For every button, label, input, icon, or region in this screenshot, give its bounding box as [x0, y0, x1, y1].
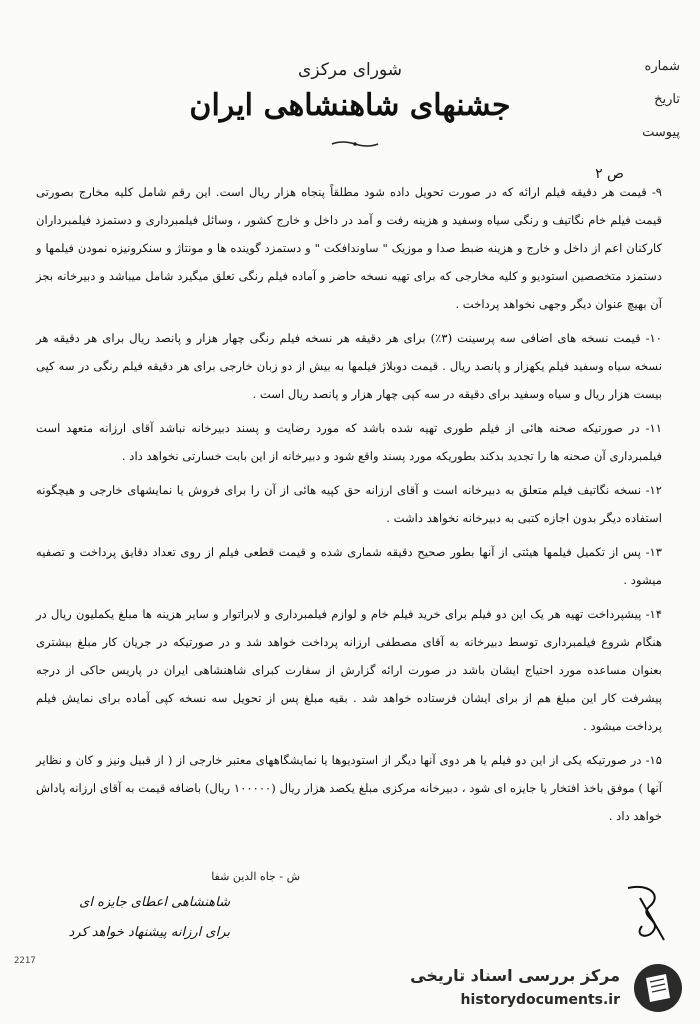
ornament-icon: [330, 140, 380, 148]
page-marker: ص ۲: [595, 166, 624, 182]
handwritten-line-1: شاهنشاهی اعطای جایزه ای: [79, 895, 230, 910]
clause-10: ۱۰- قیمت نسخه های اضافی سه پرسینت (۳٪) برای هر دقیقه هر نسخه فیلم رنگی چهار هزار و پانصد ریال برای هر دقیقه هر نسخه سیاه وسفید فیلم یکهزار و پانصد ریال . قیمت دوبلاژ فیلمها به بیش از دو زبان خارجی برای هر دقیقه فیلم رنگی در سه کپی بیست هزار ریال و سیاه وسفید برای دقیقه در سه کپی چهار هزار و پانصد ریال است .: [36, 331, 662, 401]
archive-watermark: [392, 960, 692, 1018]
watermark-title: مرکز بررسی اسناد تاریخی: [410, 966, 620, 985]
letterhead-title: جشنهای شاهنشاهی ایران: [189, 88, 511, 123]
handwritten-note: [40, 888, 230, 948]
clause-15: ۱۵- در صورتیکه یکی از این دو فیلم یا هر دوی آنها دیگر از استودیوها یا نمایشگاههای معتبر خارجی از ( از قبیل ونیز و کان و نظایر آنها ) موفق باخذ افتخار یا جایزه ای شود ، دبیرخانه مرکزی مبلغ یکصد هزار ریال (۱۰۰۰۰۰ ریال) باضافه قیمت به آقای ارزانه پاداش خواهد داد .: [36, 753, 662, 823]
archive-number: 2217: [14, 956, 36, 966]
clause-13: ۱۳- پس از تکمیل فیلمها هیئتی از آنها بطور صحیح دقیقه شماری شده و قیمت قطعی فیلم از روی تعداد دقایق پرداخت و تصفیه میشود .: [36, 545, 662, 587]
clause-11: ۱۱- در صورتیکه صحنه هائی از فیلم طوری تهیه شده باشد که مورد رضایت و پسند دبیرخانه نباشد آقای ارزانه متعهد است فیلمبرداری آن صحنه ها را تجدید بدکند بطوریکه مورد پسند واقع شود و دبیرخانه از این بابت خسارتی نخواهد داد .: [36, 421, 662, 463]
clause-14: ۱۴- پیشپرداخت تهیه هر یک این دو فیلم برای خرید فیلم خام و لوازم فیلمبرداری و لابراتوار و سایر هزینه ها مبلغ یکملیون ریال در هنگام شروع فیلمبرداری توسط دبیرخانه به آقای مصطفی ارزانه پرداخت خواهد شد و در صورتیکه در جریان کار مبلغ بیشتری بعنوان مساعده مورد احتیاج ایشان باشد در صورت ارائه گزارش از سفارت کبرای شاهنشاهی ایران در پاریس حاکی از درجه پیشرفت کار این مبلغ هم از برای ایشان فرستاده خواهد شد . بقیه مبلغ پس از تحویل سه نسخه کپی آماده برای نمایش فیلم پرداخت میشود .: [36, 607, 662, 733]
date-label: تاریخ: [654, 92, 680, 107]
watermark-url: historydocuments.ir: [460, 992, 620, 1008]
archive-logo-icon: [632, 962, 684, 1014]
attachment-label: پیوست: [642, 125, 680, 140]
number-label: شماره: [644, 59, 680, 74]
clause-12: ۱۲- نسخه نگاتیف فیلم متعلق به دبیرخانه است و آقای ارزانه حق کپیه هائی از آن را برای فروش یا نمایشهای خارجی و هیچگونه استفاده دیگر بدون اجازه کتبی به دبیرخانه نخواهد داشت .: [36, 483, 662, 525]
clause-9: ۹- قیمت هر دقیقه فیلم ارائه که در صورت تحویل داده شود مطلقاً پنجاه هزار ریال است. این رقم شامل کلیه مخارج بصورتی قیمت فیلم خام نگاتیف و رنگی سیاه وسفید و هزینه رفت و آمد در داخل و خارج کشور ، وسائل فیلمبرداری و دستمزد فیلمبرداران کارکنان اعم از داخل و خارج و هزینه ضبط صدا و موزیک " ساوندافکت " و دستمزد گوینده ها و مونتاژ و سنکرونیزه نمودن فیلمها و دستمزد متخصصین استودیو و کلیه مخارجی که برای تهیه نسخه حاضر و آماده فیلم رنگی تعلق میگیرد شامل میباشد و دبیرخانه بجز آن بهیچ عنوان دیگر وجهی نخواهد پرداخت .: [36, 185, 662, 311]
signature-mark: [620, 878, 670, 948]
document-body: [36, 178, 662, 836]
handwritten-line-2: برای ارزانه پیشنهاد خواهد کرد: [68, 925, 230, 940]
signoff-line: ش - جاه الدین شفا: [211, 870, 300, 883]
council-heading: شورای مرکزی: [298, 60, 402, 80]
